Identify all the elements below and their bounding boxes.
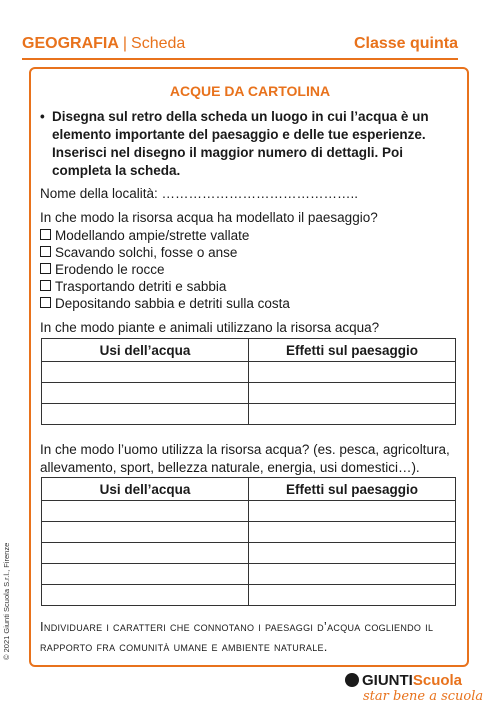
checkbox-icon[interactable] xyxy=(40,297,51,308)
subject-heading xyxy=(22,35,185,53)
option-checkbox-5[interactable] xyxy=(40,296,290,311)
table-row xyxy=(42,404,456,425)
option-label: Trasportando detriti e sabbia xyxy=(55,279,227,294)
table-row xyxy=(42,383,456,404)
table-row xyxy=(42,543,456,564)
option-checkbox-3[interactable] xyxy=(40,262,165,277)
logo-brand-accent: Scuola xyxy=(412,672,463,689)
table-cell[interactable] xyxy=(249,564,456,585)
giunti-logo-icon xyxy=(345,673,359,687)
table-cell[interactable] xyxy=(42,404,249,425)
question-human-use: In che modo l’uomo utilizza la risorsa acqua? (es. pesca, agricoltura, allevamento, sport, bellezza naturale, energia, usi domestici…). xyxy=(40,442,450,475)
location-name-field[interactable]: Nome della località: …………………………………….. xyxy=(40,186,359,201)
table-cell[interactable] xyxy=(42,522,249,543)
page-header xyxy=(22,35,458,57)
checkbox-icon[interactable] xyxy=(40,263,51,274)
grade-label: Classe quinta xyxy=(353,35,458,52)
table-cell[interactable] xyxy=(42,383,249,404)
logo-brand-main: GIUNTI xyxy=(362,672,413,689)
table-cell[interactable] xyxy=(249,585,456,606)
option-checkbox-1[interactable] xyxy=(40,228,249,243)
table-row xyxy=(42,564,456,585)
option-label: Erodendo le rocce xyxy=(55,262,165,277)
table-cell[interactable] xyxy=(249,543,456,564)
table-row xyxy=(42,522,456,543)
column-header-uses: Usi dell’acqua xyxy=(42,478,249,501)
column-header-effects: Effetti sul paesaggio xyxy=(249,339,456,362)
table-cell[interactable] xyxy=(249,383,456,404)
table-cell[interactable] xyxy=(42,585,249,606)
option-label: Depositando sabbia e detriti sulla costa xyxy=(55,296,290,311)
table-cell[interactable] xyxy=(249,404,456,425)
worksheet-title: ACQUE DA CARTOLINA xyxy=(169,83,331,99)
table-header-row xyxy=(42,339,456,362)
checkbox-icon[interactable] xyxy=(40,246,51,257)
table-cell[interactable] xyxy=(42,564,249,585)
header-divider xyxy=(22,58,458,60)
table-header-row xyxy=(42,478,456,501)
subject-subtitle: Scheda xyxy=(131,35,186,52)
bullet-icon: • xyxy=(40,109,45,124)
option-checkbox-2[interactable] xyxy=(40,245,237,260)
option-label: Scavando solchi, fosse o anse xyxy=(55,245,238,260)
table-cell[interactable] xyxy=(42,362,249,383)
logo-tagline: star bene a scuola xyxy=(363,689,484,704)
question-plants-animals: In che modo piante e animali utilizzano la risorsa acqua? xyxy=(40,320,380,335)
table-cell[interactable] xyxy=(42,501,249,522)
subject-label: GEOGRAFIA xyxy=(22,35,119,52)
logo-brand xyxy=(345,672,483,689)
table-row xyxy=(42,501,456,522)
checkbox-icon[interactable] xyxy=(40,229,51,240)
learning-objective: Individuare i caratteri che connotano i paesaggi d’acqua cogliendo il rapporto fra comunità umane e ambiente naturale. xyxy=(40,619,434,654)
table-row xyxy=(42,585,456,606)
human-use-table xyxy=(41,477,456,606)
table-cell[interactable] xyxy=(249,362,456,383)
header-separator: | xyxy=(122,35,128,52)
publisher-logo xyxy=(345,672,483,704)
table-cell[interactable] xyxy=(249,501,456,522)
column-header-uses: Usi dell’acqua xyxy=(42,339,249,362)
option-label: Modellando ampie/strette vallate xyxy=(55,228,250,243)
question-water-shaping: In che modo la risorsa acqua ha modellato il paesaggio? xyxy=(40,210,378,225)
checkbox-icon[interactable] xyxy=(40,280,51,291)
instructions-text: Disegna sul retro della scheda un luogo in cui l’acqua è un elemento importante del paesaggio e delle tue esperienze. Inserisci nel disegno il maggior numero di dettagli. Poi completa la scheda. xyxy=(52,109,429,178)
table-row xyxy=(42,362,456,383)
copyright-notice: © 2021 Giunti Scuola S.r.l., Firenze xyxy=(2,542,11,660)
column-header-effects: Effetti sul paesaggio xyxy=(249,478,456,501)
table-cell[interactable] xyxy=(249,522,456,543)
table-cell[interactable] xyxy=(42,543,249,564)
plants-animals-table xyxy=(41,338,456,425)
option-checkbox-4[interactable] xyxy=(40,279,226,294)
